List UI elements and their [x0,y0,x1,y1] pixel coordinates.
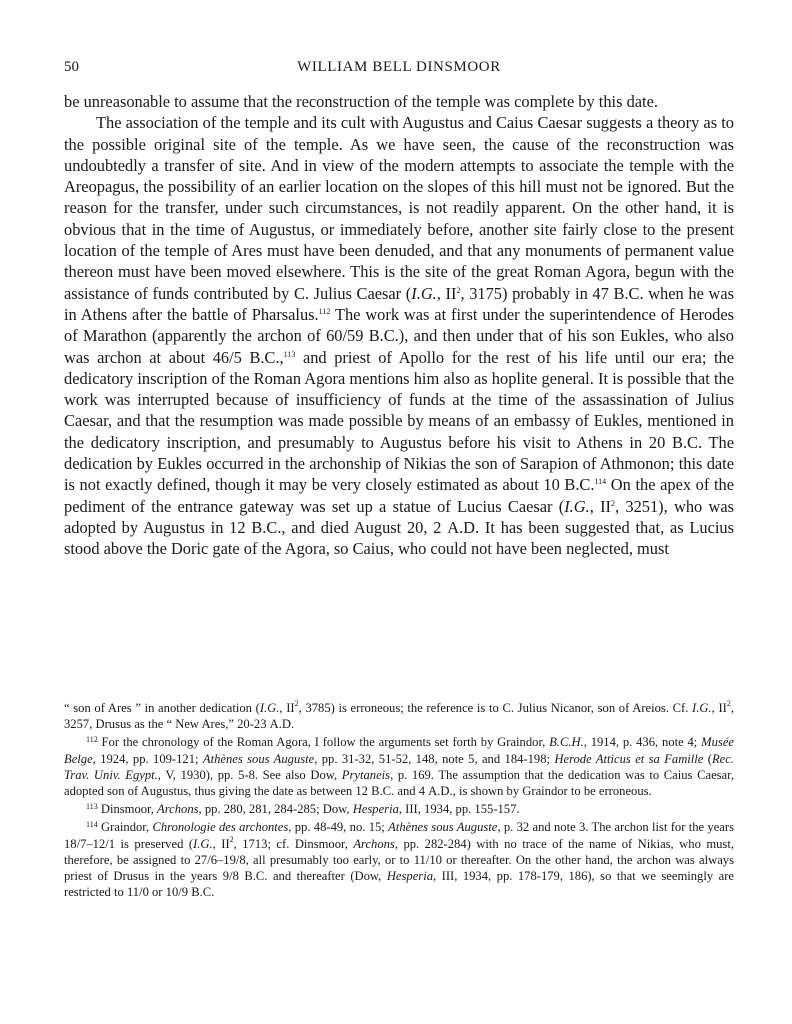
main-text [64,91,734,560]
footnote-number: 113 [86,802,98,812]
footnote-continuation: “ son of Ares ” in another dedication (I.G., $II^2$, 3785) is erroneous; the reference is to C. Julius Nicanor, son of Areios. Cf. I.G., $II^2$, 3257, Drusus as the “ New Ares,” 20-23 A.D. [64,699,735,732]
footnote-114: $^{114}$ Graindor, Chronologie des archontes, pp. 48-49, no. 15; Athènes sous Auguste, p. 32 and note 3. The archon list for the years 18/7–12/1 is preserved (I.G., $II^2$, 1713; cf. Dinsmoor, Archons, pp. 282-284) with no trace of the name of Nikias, who must, therefore, be assigned to 27/6–19/8, all presumably too early, or to 11/10 or thereafter. On the other hand, the archon was always priest of Drusus in the years 9/8 B.C. and thereafter (Dow, Hesperia, III, 1934, pp. 178-179, 186), so that we seemingly are restricted to 11/0 or 10/9 B.C. [64,820,735,900]
footnotes [64,700,734,900]
paragraph-1: be unreasonable to assume that the reconstruction of the temple was complete by this date. [64,92,658,111]
footnote-112: $^{112}$ For the chronology of the Roman Agora, I follow the arguments set forth by Graindor, B.C.H., 1914, p. 436, note 4; Musée Belge, 1924, pp. 109-121; Athènes sous Auguste, pp. 31-32, 51-52, 148, note 5, and 184-198; Herode Atticus et sa Famille (Rec. Trav. Univ. Egypt., V, 1930), pp. 5-8. See also Dow, Prytaneis, p. 169. The assumption that the dedication was to Caius Caesar, adopted son of Augustus, thus giving the date as between 12 B.C. and 4 A.D., is shown by Graindor to be erroneous. [64,735,735,799]
footnote-ref-112[interactable]: 112 [318,306,331,316]
footnote-number: 114 [86,820,98,830]
footnote-number: 112 [86,735,98,745]
footnote-ref-114[interactable]: 114 [594,477,607,487]
running-head: WILLIAM BELL DINSMOOR [297,59,501,75]
footnote-ref-113[interactable]: 113 [283,349,296,359]
paragraph-2: The association of the temple and its cult with Augustus and Caius Caesar suggests a theory as to the possible original site of the temple. As we have seen, the cause of the reconstruction was undoubtedly a transfer of site. And in view of the modern attempts to associate the temple with the Areopagus, the possibility of an earlier location on the slopes of this hill must not be ignored. But the reason for the transfer, under such circumstances, is not readily apparent. On the other hand, it is obvious that in the time of Augustus, or immediately before, another site fairly close to the present location of the temple of Ares must have been denuded, and that any monuments of permanent value thereon must have been moved elsewhere. This is the site of the great Roman Agora, begun with the assistance of funds contributed by C. Julius Caesar (I.G., $II^2$, 3175) probably in 47 B.C. when he was in Athens after the battle of Pharsalus.$^{112}$ The work was at first under the superintendence of Herodes of Marathon (apparently the archon of 60/59 B.C.), and then under that of his son Eukles, who also was archon at about 46/5 B.C.,$^{113}$ and priest of Apollo for the rest of his life until our era; the dedicatory inscription of the Roman Agora mentions him also as hoplite general. It is possible that the work was interrupted because of insufficiency of funds at the time of the assassination of Julius Caesar, and that the resumption was made possible by means of an embassy of Eukles, mentioned in the dedicatory inscription, and presumably to Augustus before his visit to Athens in 20 B.C. The dedication by Eukles occurred in the archonship of Nikias the son of Sarapion of Athmonon; this date is not exactly defined, though it may be very closely estimated as about 10 B.C.$^{114}$ On the apex of the pediment of the entrance gateway was set up a statue of Lucius Caesar (I.G., $II^2$, 3251), who was adopted by Augustus in 12 B.C., and died August 20, 2 A.D. It has been suggested that, as Lucius stood above the Doric gate of the Agora, so Caius, who could not have been neglected, must [64,113,735,559]
page-header [64,59,734,79]
page-number: 50 [64,59,79,75]
footnote-113: $^{113}$ Dinsmoor, Archons, pp. 280, 281, 284-285; Dow, Hesperia, III, 1934, pp. 155-157. [86,802,520,817]
